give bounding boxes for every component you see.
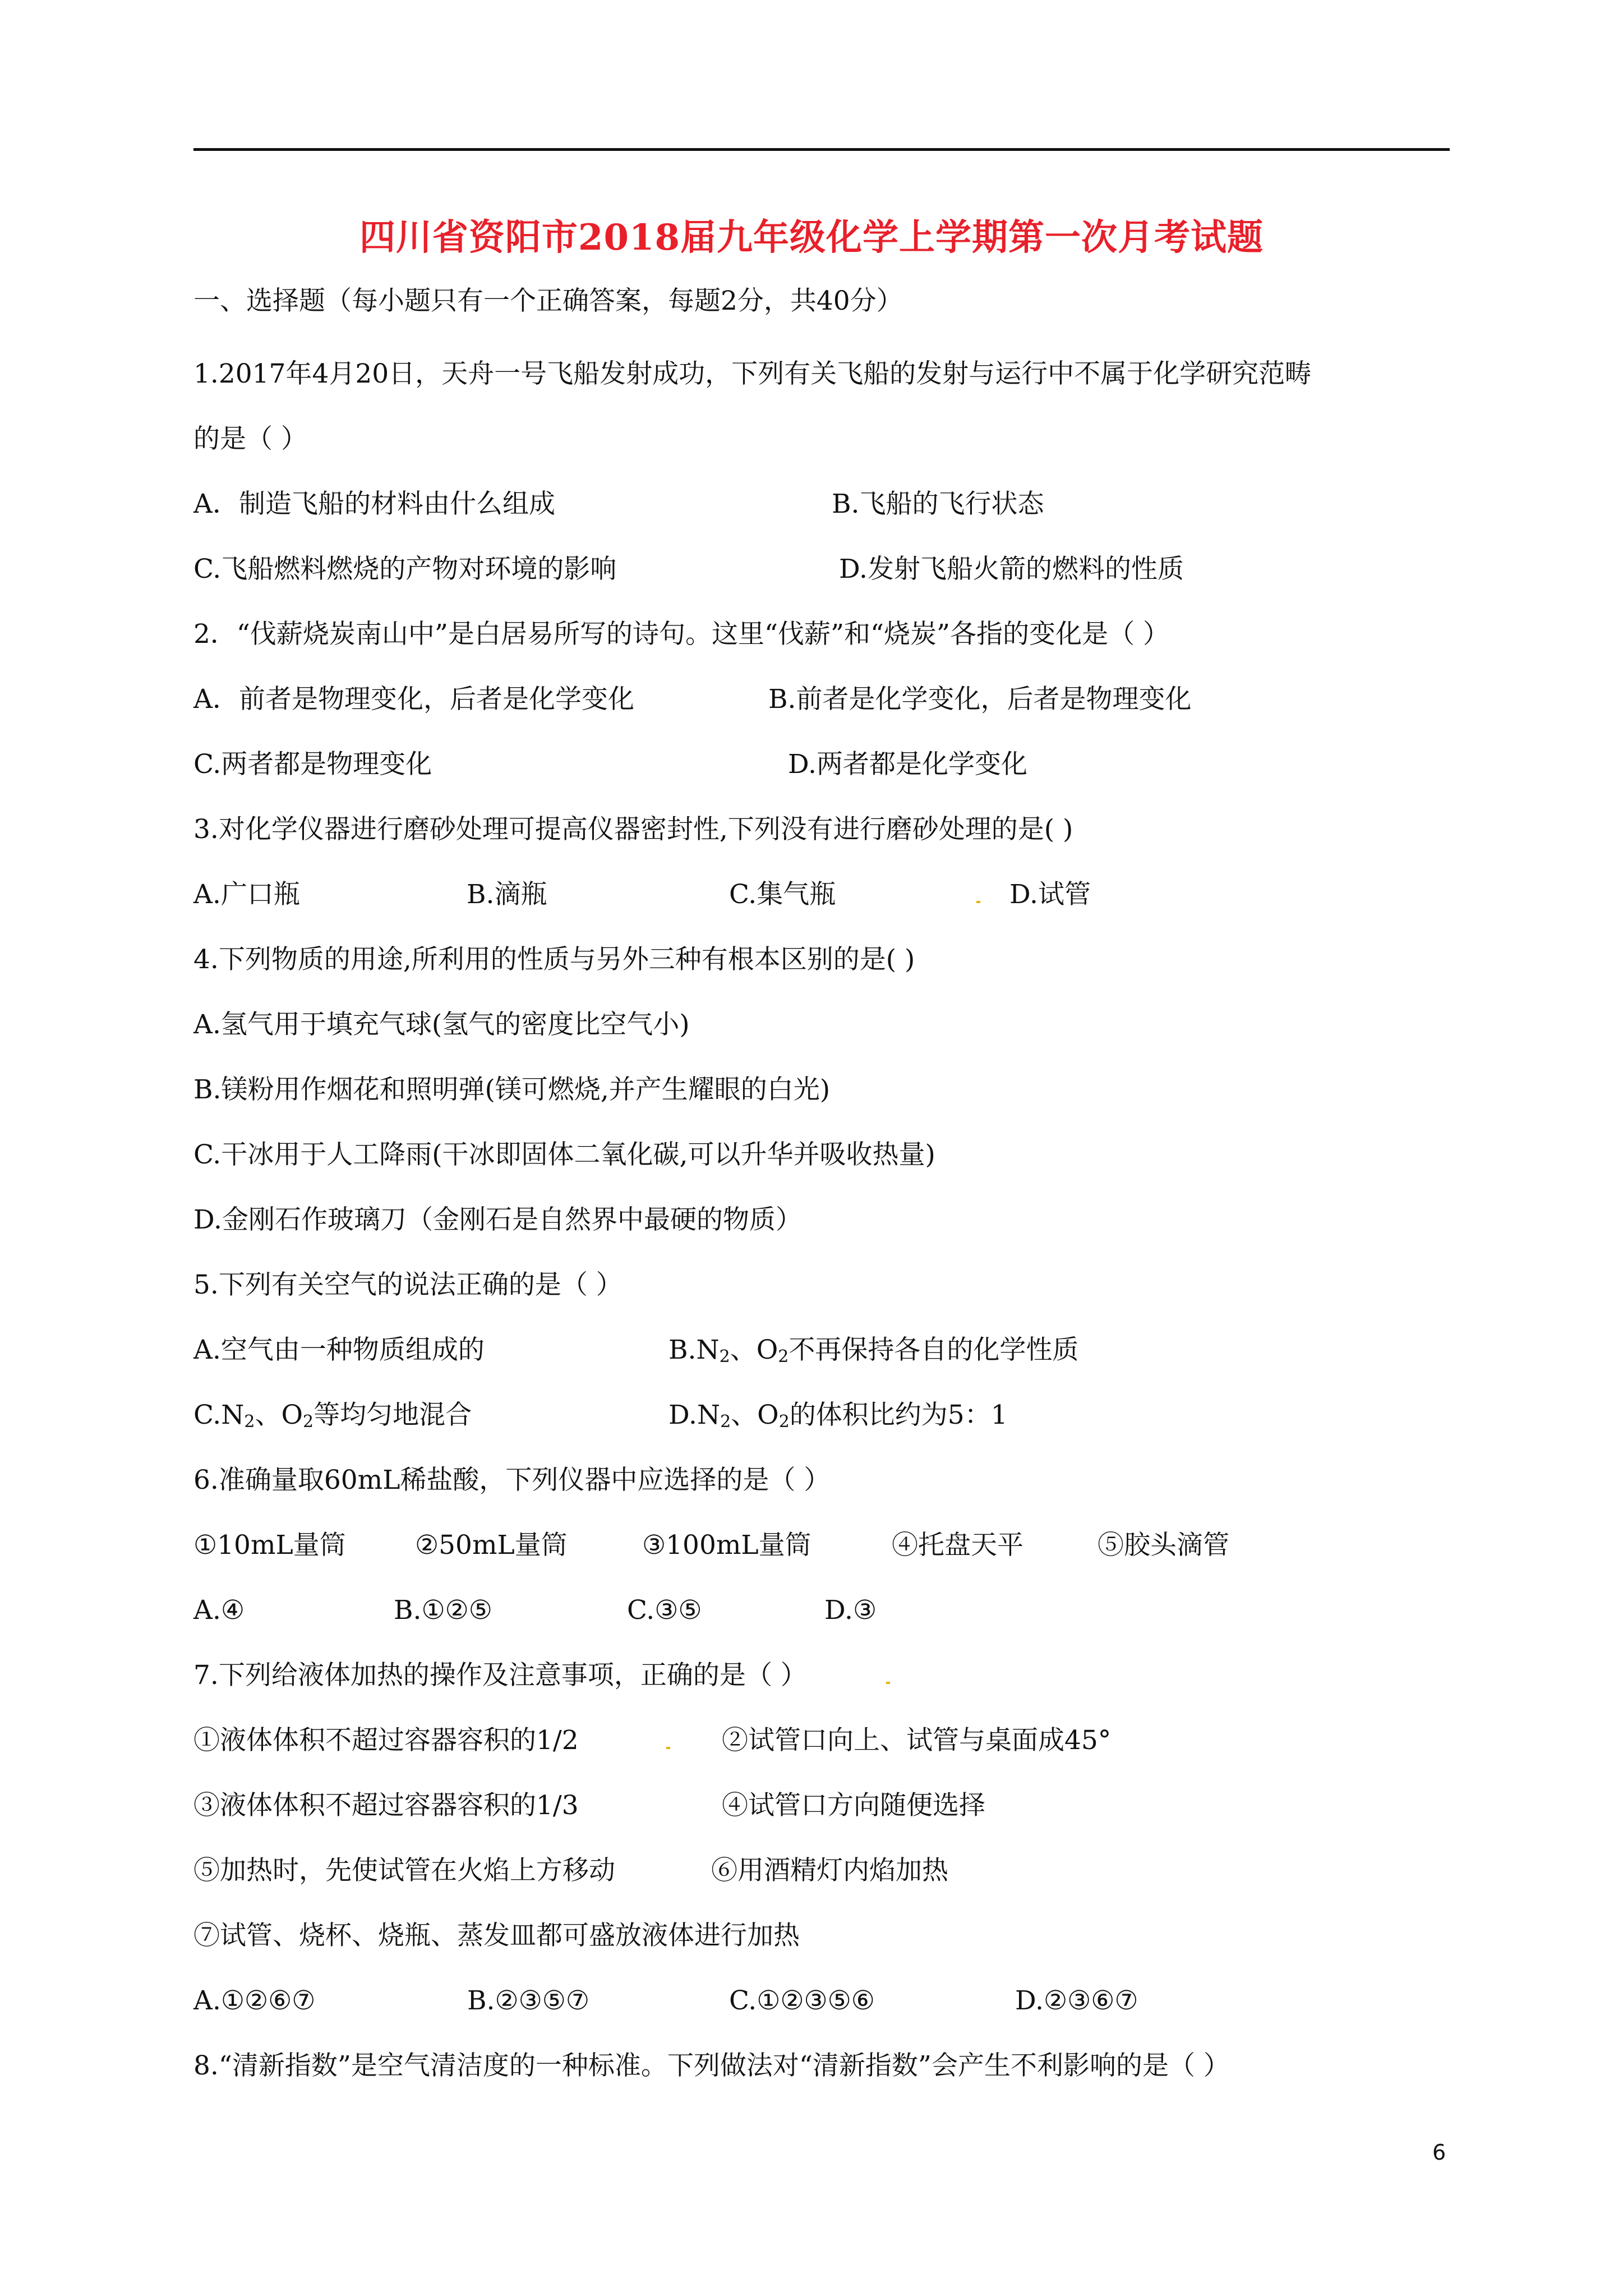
- q2-option-b: B.前者是化学变化，后者是物理变化: [768, 684, 1192, 715]
- q6-instrument-3: ③100mL量筒: [642, 1530, 811, 1561]
- q4-option-d: D.金刚石作玻璃刀（金刚石是自然界中最硬的物质）: [193, 1204, 802, 1235]
- q5-stem: 5.下列有关空气的说法正确的是（ ）: [193, 1269, 623, 1300]
- header-rule: [193, 148, 1450, 151]
- q1-options-row2: [193, 550, 1450, 589]
- q3-option-b: B.滴瓶: [467, 879, 547, 910]
- q3-options: [193, 875, 1450, 914]
- q2-option-d: D.两者都是化学变化: [788, 749, 1027, 780]
- q7-option-d: D.②③⑥⑦: [1015, 1985, 1138, 2016]
- q7-statements-row1: [193, 1721, 1450, 1760]
- q7-statements-row3: [193, 1851, 1450, 1890]
- q6-instrument-1: ①10mL量筒: [193, 1530, 346, 1561]
- q7-statement-5: ⑤加热时，先使试管在火焰上方移动: [193, 1855, 615, 1886]
- q3-stem: 3.对化学仪器进行磨砂处理可提高仪器密封性,下列没有进行磨砂处理的是( ): [193, 814, 1073, 845]
- q6-options: [193, 1591, 1450, 1630]
- mark-dot: [666, 1747, 670, 1749]
- q2-option-a: A．前者是物理变化，后者是化学变化: [193, 684, 634, 715]
- page-title: 四川省资阳市2018届九年级化学上学期第一次月考试题: [359, 217, 1264, 259]
- q2-option-c: C.两者都是物理变化: [193, 749, 432, 780]
- q5-options-row2: [193, 1396, 1450, 1435]
- q5-option-b: $B.N_2$、$O_2$不再保持各自的化学性质: [668, 1335, 1079, 1366]
- q7-options: [193, 1981, 1450, 2021]
- q7-statement-1: ①液体体积不超过容器容积的1/2: [193, 1725, 579, 1756]
- q6-instrument-5: ⑤胶头滴管: [1098, 1530, 1229, 1561]
- q7-statements-row2: [193, 1786, 1450, 1825]
- q3-option-a: A.广口瓶: [193, 879, 300, 910]
- q5-option-a: A.空气由一种物质组成的: [193, 1335, 485, 1365]
- q3-option-c: C.集气瓶: [729, 879, 836, 910]
- q7-stem: 7.下列给液体加热的操作及注意事项，正确的是（ ）: [193, 1660, 807, 1691]
- q1-option-a: A．制造飞船的材料由什么组成: [193, 489, 555, 519]
- q7-option-b: B.②③⑤⑦: [467, 1985, 590, 2016]
- q1-options-row1: [193, 485, 1450, 524]
- q7-option-c: C.①②③⑤⑥: [729, 1985, 875, 2016]
- q4-option-b: B.镁粉用作烟花和照明弹(镁可燃烧,并产生耀眼的白光): [193, 1074, 831, 1105]
- q7-statement-4: ④试管口方向随便选择: [722, 1790, 985, 1821]
- q4-option-a: A.氢气用于填充气球(氢气的密度比空气小): [193, 1009, 690, 1040]
- q6-instrument-2: ②50mL量筒: [415, 1530, 568, 1561]
- q7-option-a: A.①②⑥⑦: [193, 1985, 316, 2016]
- q1-stem-line2: 的是（ ）: [193, 424, 307, 454]
- q5-options-row1: [193, 1331, 1450, 1370]
- mark-dot: [886, 1682, 890, 1684]
- q5-option-c: $C.N_2$、$O_2$等均匀地混合: [193, 1400, 472, 1432]
- q1-option-b: B.飞船的飞行状态: [832, 489, 1044, 519]
- q7-statement-3: ③液体体积不超过容器容积的1/3: [193, 1790, 579, 1821]
- q1-option-d: D.发射飞船火箭的燃料的性质: [839, 554, 1184, 585]
- mark-dot: [976, 901, 980, 903]
- q3-option-d: D.试管: [1009, 879, 1091, 910]
- q6-stem: 6.准确量取60mL稀盐酸，下列仪器中应选择的是（ ）: [193, 1465, 831, 1496]
- section-heading: 一、选择题（每小题只有一个正确答案，每题2分，共40分）: [193, 286, 903, 316]
- q6-option-c: C.③⑤: [627, 1595, 702, 1626]
- q2-options-row2: [193, 745, 1450, 784]
- q2-options-row1: [193, 680, 1450, 719]
- q7-statement-6: ⑥用酒精灯内焰加热: [711, 1855, 948, 1886]
- q4-stem: 4.下列物质的用途,所利用的性质与另外三种有根本区别的是( ): [193, 944, 915, 975]
- q6-option-a: A.④: [193, 1595, 245, 1626]
- q6-instrument-4: ④托盘天平: [892, 1530, 1023, 1561]
- q1-option-c: C.飞船燃料燃烧的产物对环境的影响: [193, 554, 617, 585]
- q2-stem: 2．“伐薪烧炭南山中”是白居易所写的诗句。这里“伐薪”和“烧炭”各指的变化是（ ）: [193, 619, 1170, 650]
- q6-instruments: [193, 1526, 1450, 1565]
- q1-stem-line1: 1.2017年4月20日，天舟一号飞船发射成功，下列有关飞船的发射与运行中不属于化学研究范畴: [193, 358, 1312, 389]
- page-number: 6: [1432, 2140, 1446, 2165]
- q4-option-c: C.干冰用于人工降雨(干冰即固体二氧化碳,可以升华并吸收热量): [193, 1139, 935, 1170]
- q8-stem: 8.“清新指数”是空气清洁度的一种标准。下列做法对“清新指数”会产生不利影响的是（ ）: [193, 2050, 1230, 2081]
- q5-option-d: $D.N_2$、$O_2$的体积比约为5：1: [668, 1400, 1008, 1432]
- q6-option-b: B.①②⑤: [394, 1595, 492, 1626]
- q7-statement-7: ⑦试管、烧杯、烧瓶、蒸发皿都可盛放液体进行加热: [193, 1920, 800, 1951]
- q7-statement-2: ②试管口向上、试管与桌面成45°: [722, 1725, 1112, 1756]
- q6-option-d: D.③: [824, 1595, 877, 1626]
